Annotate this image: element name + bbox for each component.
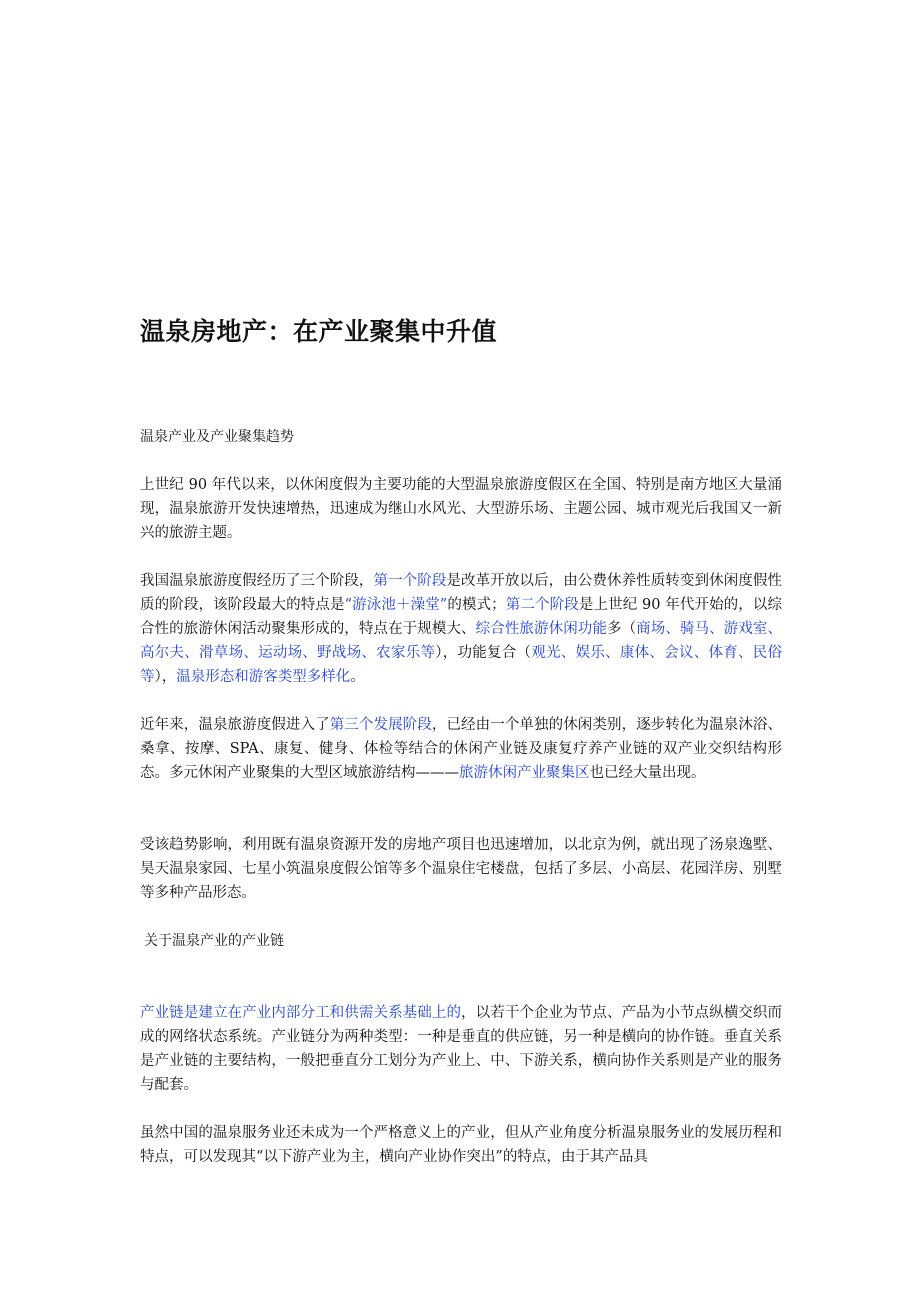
text-segment: 多（ xyxy=(606,621,637,637)
text-segment: 近年来，温泉旅游度假进入了 xyxy=(140,717,330,733)
link-comprehensive-functions[interactable]: 综合性旅游休闲功能 xyxy=(475,621,607,637)
paragraph-intro: 上世纪 90 年代以来，以休闲度假为主要功能的大型温泉旅游度假区在全国、特别是南方地区大量涌现，温泉旅游开发快速增热，迅速成为继山水风光、大型游乐场、主题公园、城市观光后我国又一新兴的旅游主题。 xyxy=(140,477,782,541)
link-stage-two[interactable]: 第二个阶段 xyxy=(505,597,579,613)
link-stage-one[interactable]: 第一个阶段 xyxy=(373,573,447,589)
text-segment: 。 xyxy=(350,669,365,685)
link-diversification[interactable]: 温泉形态和游客类型多样化 xyxy=(176,669,351,685)
link-industry-chain-definition[interactable]: 产业链是建立在产业内部分工和供需关系基础上的 xyxy=(140,1005,462,1021)
paragraph-industry-chain xyxy=(140,1001,782,1097)
text-segment: 的模式； xyxy=(447,597,506,613)
link-pool-bathhouse[interactable]: “游泳池＋澡堂” xyxy=(344,597,448,613)
text-segment: 是改革开放以后，由公费休养性质转变到休闲度假性质的阶段，该阶段最大的特点是 xyxy=(140,573,783,613)
link-compound-functions[interactable]: 观光、娱乐、康体、会议、体育、民俗等 xyxy=(140,645,783,685)
section-heading-industry-trend: 温泉产业及产业聚集趋势 xyxy=(140,429,294,445)
link-stage-three[interactable]: 第三个发展阶段 xyxy=(329,717,432,733)
paragraph-third-stage xyxy=(140,713,782,785)
text-segment: ）， xyxy=(154,669,177,685)
text-segment: 我国温泉旅游度假经历了三个阶段， xyxy=(140,573,374,589)
text-segment: 也已经大量出现。 xyxy=(589,765,706,781)
paragraph-three-stages xyxy=(140,569,782,689)
text-segment: ），功能复合（ xyxy=(435,645,532,661)
text-segment: ，以若干个企业为节点、产品为小节点纵横交织而成的网络状态系统。产业链分为两种类型：一种是垂直的供应链，另一种是横向的协作链。垂直关系是产业链的主要结构，一般把垂直分工划分为产业上、中、下游关系，横向协作关系则是产业的服务与配套。 xyxy=(140,1005,782,1093)
text-segment: 是上世纪 90 年代开始的，以综合性的旅游休闲活动聚集形成的，特点在于规模大、 xyxy=(140,597,783,637)
paragraph-service-industry: 虽然中国的温泉服务业还未成为一个严格意义上的产业，但从产业角度分析温泉服务业的发展历程和特点，可以发现其“以下游产业为主，横向产业协作突出”的特点，由于其产品具 xyxy=(140,1125,782,1165)
document-title: 温泉房地产：在产业聚集中升值 xyxy=(140,317,498,346)
text-segment: ，已经由一个单独的休闲类别，逐步转化为温泉沐浴、桑拿、按摩、SPA、康复、健身、体检等结合的休闲产业链及康复疗养产业链的双产业交织结构形态。多元休闲产业聚集的大型区域旅游结构——— xyxy=(140,717,783,781)
section-heading-industry-chain: 关于温泉产业的产业链 xyxy=(144,933,284,949)
paragraph-real-estate-trend: 受该趋势影响，利用既有温泉资源开发的房地产项目也迅速增加，以北京为例，就出现了汤泉逸墅、昊天温泉家园、七星小筑温泉度假公馆等多个温泉住宅楼盘，包括了多层、小高层、花园洋房、别墅等多种产品形态。 xyxy=(140,837,782,901)
link-cluster-zone[interactable]: 旅游休闲产业聚集区 xyxy=(459,765,590,781)
link-facilities-list[interactable]: 商场、骑马、游戏室、高尔夫、滑草场、运动场、野战场、农家乐等 xyxy=(140,621,783,661)
